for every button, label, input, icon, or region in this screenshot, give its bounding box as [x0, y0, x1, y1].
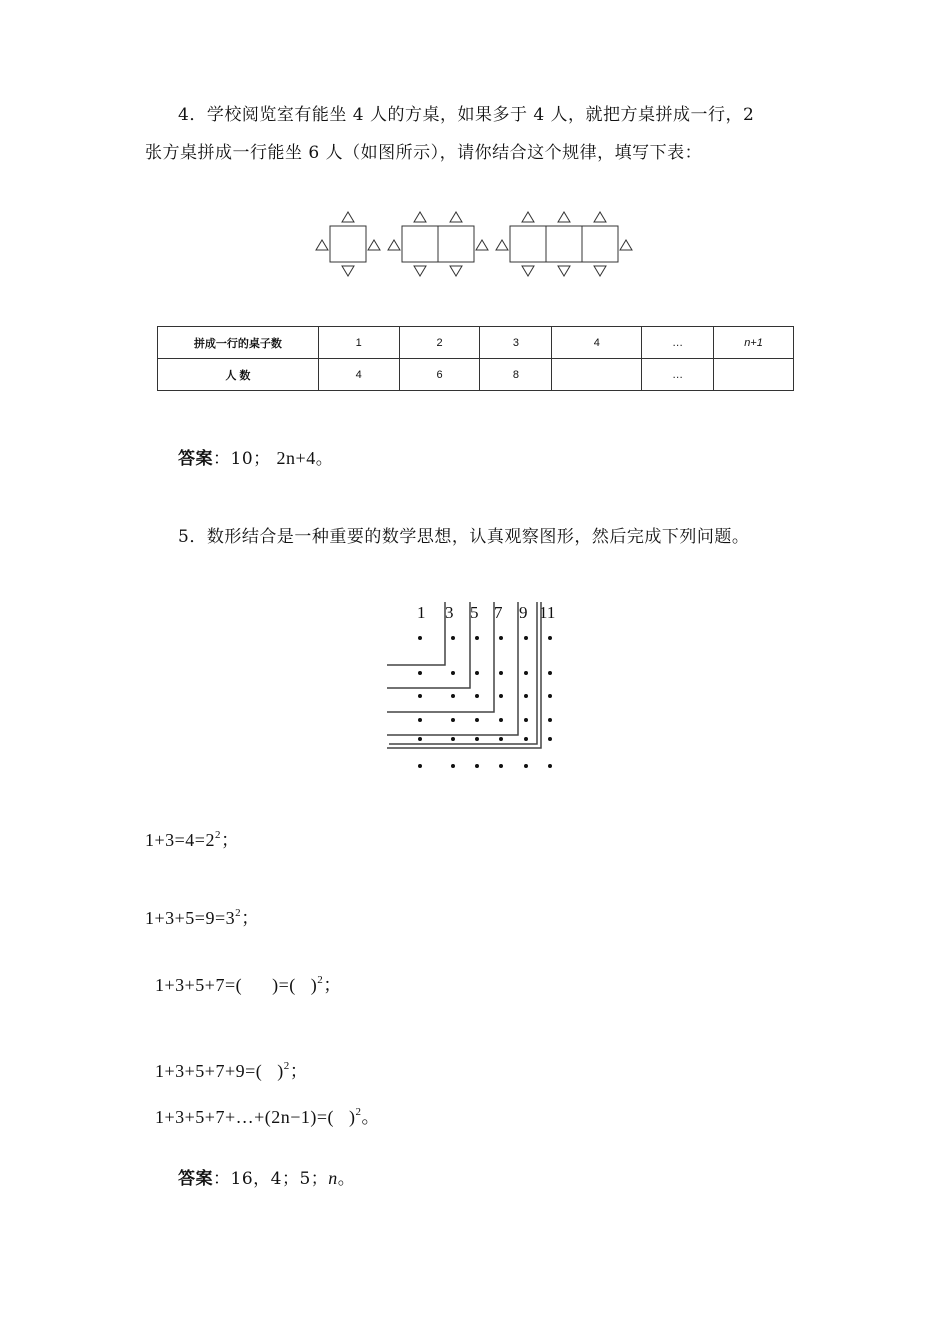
equation-5 — [145, 1082, 380, 1129]
answer-variable: n — [328, 1168, 338, 1188]
q4-answer — [178, 444, 333, 469]
label-7: 7 — [494, 603, 503, 622]
q4-text-line1: 4．学校阅览室有能坐 4 人的方桌，如果多于 4 人，就把方桌拼成一行，2 — [178, 105, 755, 125]
eq-end: ； — [289, 1061, 309, 1081]
eq-exponent: 2 — [283, 1060, 290, 1072]
table-cell: … — [642, 327, 714, 359]
single-table — [330, 226, 366, 262]
equation-1 — [145, 826, 239, 852]
table-row — [158, 359, 794, 391]
table-cell: 4 — [552, 327, 642, 359]
table-cell: 1 — [318, 327, 399, 359]
eq-text: 1+3+5+7=( )=( ) — [155, 975, 318, 995]
tables-figure — [312, 210, 642, 282]
eq-exponent: 2 — [235, 907, 242, 919]
table-cell: 6 — [399, 359, 480, 391]
q4-text-line2: 张方桌拼成一行能坐 6 人（如图所示），请你结合这个规律，填写下表： — [145, 143, 703, 163]
answer-formula: 2n+4 — [276, 448, 316, 468]
label-3: 3 — [445, 603, 454, 622]
table-cell: n+1 — [714, 327, 794, 359]
row-label-people: 人 数 — [158, 359, 319, 391]
label-5: 5 — [470, 603, 479, 622]
eq-end: ； — [323, 975, 342, 995]
equation-2 — [145, 904, 260, 930]
answer-text: ：16，4；5； — [213, 1169, 329, 1189]
answer-end: 。 — [315, 449, 334, 469]
answer-end: 。 — [337, 1169, 356, 1189]
answer-label: 答案 — [178, 1169, 213, 1189]
eq-exponent: 2 — [214, 829, 221, 841]
eq-end: ； — [220, 830, 240, 850]
pattern-table — [157, 326, 794, 391]
row-label-tables: 拼成一行的桌子数 — [158, 327, 319, 359]
q5-text: 5．数形结合是一种重要的数学思想，认真观察图形，然后完成下列问题。 — [178, 527, 750, 547]
two-tables — [402, 226, 438, 262]
eq-text: 1+3+5=9=3 — [145, 908, 236, 928]
eq-exponent: 2 — [317, 974, 324, 986]
label-11: 11 — [539, 603, 556, 622]
table-row — [158, 327, 794, 359]
answer-label: 答案 — [178, 449, 213, 469]
equation-4 — [145, 1036, 308, 1083]
three-tables — [510, 226, 546, 262]
eq-end: 。 — [361, 1107, 381, 1127]
label-1: 1 — [417, 603, 426, 622]
table-cell: 8 — [480, 359, 552, 391]
eq-text: 1+3=4=2 — [145, 830, 215, 850]
table-cell-blank[interactable] — [552, 359, 642, 391]
eq-exponent: 2 — [355, 1106, 362, 1118]
eq-text: 1+3+5+7+…+(2n−1)=( ) — [155, 1107, 356, 1127]
q5-answer — [178, 1164, 355, 1189]
table-cell: 4 — [318, 359, 399, 391]
eq-end: ； — [241, 908, 260, 928]
odd-numbers-dot-figure — [387, 594, 567, 774]
answer-text: ：10； — [213, 449, 271, 469]
equation-3 — [145, 950, 342, 997]
eq-text: 1+3+5+7+9=( ) — [155, 1061, 284, 1081]
table-cell: 3 — [480, 327, 552, 359]
table-cell-blank[interactable] — [714, 359, 794, 391]
table-cell: 2 — [399, 327, 480, 359]
label-9: 9 — [519, 603, 528, 622]
table-cell: … — [642, 359, 714, 391]
